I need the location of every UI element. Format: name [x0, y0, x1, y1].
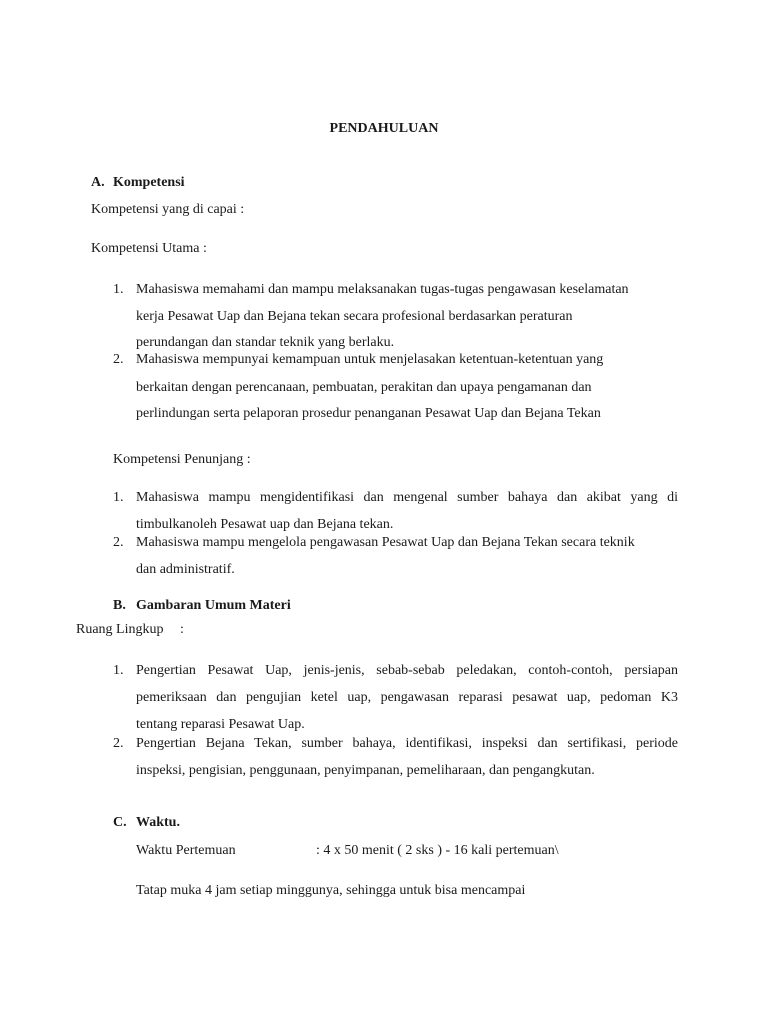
- list-item-line: tentang reparasi Pesawat Uap.: [136, 717, 305, 732]
- scope-label: Ruang Lingkup: [76, 622, 164, 637]
- section-b-letter: B.: [113, 598, 126, 613]
- list-item-number: 2.: [113, 535, 124, 550]
- main-competence-label: Kompetensi Utama :: [91, 241, 207, 256]
- meeting-time-label: Waktu Pertemuan: [136, 843, 236, 858]
- section-b-heading: Gambaran Umum Materi: [136, 598, 291, 613]
- list-item-line: inspeksi, pengisian, penggunaan, penyimpanan, pemeliharaan, dan pengangkutan.: [136, 763, 595, 778]
- list-item-line: pemeriksaan dan pengujian ketel uap, pengawasan reparasi pesawat uap, pedoman K3: [136, 690, 678, 705]
- section-a-heading: Kompetensi: [113, 175, 185, 190]
- list-item-number: 1.: [113, 282, 124, 297]
- list-item-line: Mahasiswa mampu mengidentifikasi dan mengenal sumber bahaya dan akibat yang di: [136, 490, 678, 505]
- competence-achieved-label: Kompetensi yang di capai :: [91, 202, 245, 217]
- list-item-number: 2.: [113, 736, 124, 751]
- meeting-time-value: : 4 x 50 menit ( 2 sks ) - 16 kali pertemuan\: [316, 843, 559, 858]
- scope-colon: :: [180, 622, 184, 637]
- list-item-line: timbulkanoleh Pesawat uap dan Bejana tekan.: [136, 517, 394, 532]
- list-item-line: dan administratif.: [136, 562, 235, 577]
- list-item-line: Mahasiswa mampu mengelola pengawasan Pesawat Uap dan Bejana Tekan secara teknik: [136, 535, 635, 550]
- list-item-line: perundangan dan standar teknik yang berlaku.: [136, 335, 395, 350]
- list-item-number: 1.: [113, 663, 124, 678]
- meeting-note: Tatap muka 4 jam setiap minggunya, sehingga untuk bisa mencampai: [136, 883, 526, 898]
- section-a-letter: A.: [91, 175, 105, 190]
- section-c-letter: C.: [113, 815, 127, 830]
- support-competence-label: Kompetensi Penunjang :: [113, 452, 251, 467]
- section-c-heading: Waktu.: [136, 815, 180, 830]
- list-item-line: Pengertian Pesawat Uap, jenis-jenis, sebab-sebab peledakan, contoh-contoh, persiapan: [136, 663, 678, 678]
- list-item-line: kerja Pesawat Uap dan Bejana tekan secara profesional berdasarkan peraturan: [136, 309, 573, 324]
- list-item-line: Mahasiswa mempunyai kemampuan untuk menjelasakan ketentuan-ketentuan yang: [136, 352, 604, 367]
- page-title: PENDAHULUAN: [329, 121, 439, 136]
- list-item-number: 1.: [113, 490, 124, 505]
- list-item-line: Pengertian Bejana Tekan, sumber bahaya, identifikasi, inspeksi dan sertifikasi, periode: [136, 736, 678, 751]
- list-item-line: berkaitan dengan perencanaan, pembuatan, perakitan dan upaya pengamanan dan: [136, 380, 592, 395]
- list-item-line: perlindungan serta pelaporan prosedur penanganan Pesawat Uap dan Bejana Tekan: [136, 406, 601, 421]
- list-item-line: Mahasiswa memahami dan mampu melaksanakan tugas-tugas pengawasan keselamatan: [136, 282, 629, 297]
- list-item-number: 2.: [113, 352, 124, 367]
